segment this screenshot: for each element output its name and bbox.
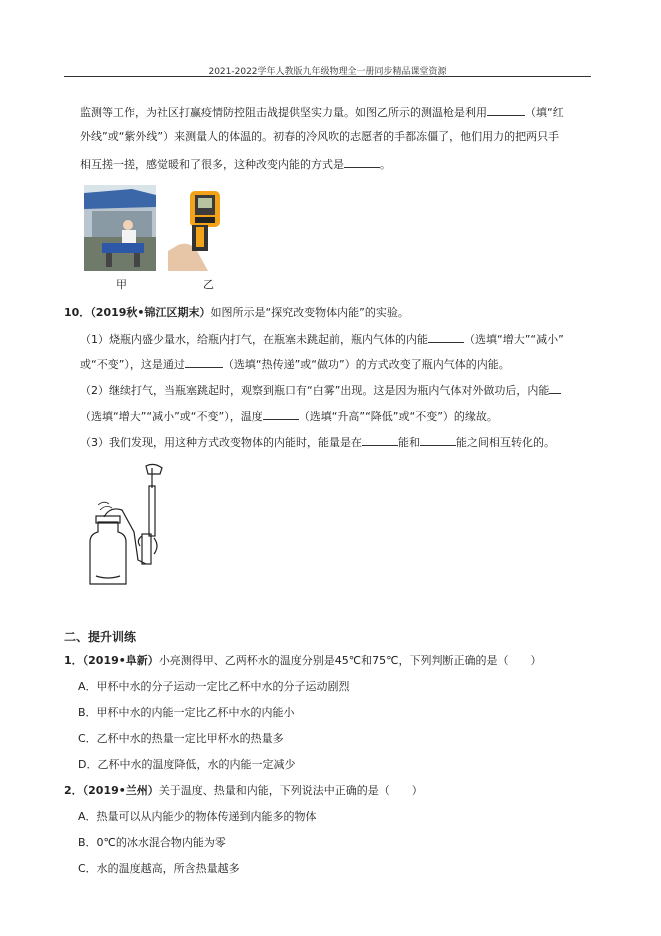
q10-p1-text-b: （选填“增大”“减小” bbox=[464, 333, 564, 346]
answer-blank bbox=[420, 435, 456, 446]
q9-line-1 bbox=[80, 105, 564, 120]
s1-stem bbox=[64, 654, 542, 668]
figure-label-yi: 乙 bbox=[203, 278, 214, 291]
s2-option-c: C．水的温度越高，所含热量越多 bbox=[78, 862, 240, 875]
answer-blank bbox=[428, 332, 464, 343]
q10-p2-line-1 bbox=[80, 383, 561, 398]
q10-p1-text-d: （选填“热传递”或“做功”）的方式改变了瓶内气体的内能。 bbox=[222, 358, 510, 371]
q10-p2-text-b: （选填“增大”“减小”或“不变”），温度 bbox=[80, 410, 263, 423]
photo-volunteer-checkpoint bbox=[84, 185, 156, 271]
bottle-pump-diagram bbox=[76, 460, 186, 590]
q10-source: （2019秋•锦江区期末） bbox=[90, 306, 211, 319]
q10-p3-text-b: 能和 bbox=[398, 436, 420, 449]
q10-p3-text: （3）我们发现，用这种方式改变物体的内能时，能量是在 bbox=[80, 436, 362, 449]
s2-option-a: A．热量可以从内能少的物体传递到内能多的物体 bbox=[78, 810, 317, 823]
q9-line-2: 外线”或“紫外线”）来测量人的体温的。初春的冷风吹的志愿者的手都冻僵了，他们用力的把两只手 bbox=[80, 130, 560, 143]
q10-p2-text-c: （选填“升高”“降低”或“不变”）的缘故。 bbox=[298, 410, 498, 423]
photo-thermometer-gun bbox=[168, 185, 234, 271]
q10-stem-text: 如图所示是“探究改变物体内能”的实验。 bbox=[210, 306, 409, 319]
q9-line-3-end: 。 bbox=[380, 158, 391, 171]
q9-line-3-text: 相互搓一搓，感觉暖和了很多，这种改变内能的方式是 bbox=[80, 158, 344, 171]
s1-source: （2019•阜新） bbox=[82, 654, 159, 667]
s1-option-c: C．乙杯中水的热量一定比甲杯水的热量多 bbox=[78, 732, 284, 745]
answer-blank bbox=[362, 435, 398, 446]
q10-p1-line-2 bbox=[80, 357, 510, 372]
answer-blank bbox=[487, 105, 525, 116]
s2-source: （2019•兰州） bbox=[82, 784, 159, 797]
q10-p1-text-c: 或“不变”），这是通过 bbox=[80, 358, 185, 371]
q10-p1-line-1 bbox=[80, 332, 564, 347]
q10-p3-line bbox=[80, 435, 555, 450]
header-divider bbox=[64, 76, 591, 77]
s2-stem-text: 关于温度、热量和内能，下列说法中正确的是（ ） bbox=[158, 784, 423, 797]
answer-blank bbox=[263, 409, 299, 420]
answer-blank bbox=[549, 383, 561, 394]
q9-line-1-text: 监测等工作，为社区打赢疫情防控阻击战提供坚实力量。如图乙所示的测温枪是利用 bbox=[80, 106, 487, 119]
figure-label-jia: 甲 bbox=[116, 278, 127, 291]
s2-option-b: B．0℃的冰水混合物内能为零 bbox=[78, 836, 226, 849]
q10-p3-text-c: 能之间相互转化的。 bbox=[456, 436, 555, 449]
s1-option-a: A．甲杯中水的分子运动一定比乙杯中水的分子运动剧烈 bbox=[78, 680, 350, 693]
s1-stem-text: 小亮测得甲、乙两杯水的温度分别是45℃和75℃，下列判断正确的是（ ） bbox=[158, 654, 542, 667]
page-header: 2021-2022学年人教版九年级物理全一册同步精品课堂资源 bbox=[208, 67, 447, 77]
q10-p1-text: （1）烧瓶内盛少量水，给瓶内打气，在瓶塞未跳起前，瓶内气体的内能 bbox=[80, 333, 428, 346]
q9-line-1-text-b: （填“红 bbox=[525, 106, 564, 119]
answer-blank bbox=[185, 357, 223, 368]
q10-stem bbox=[64, 306, 409, 320]
q9-line-3 bbox=[80, 157, 391, 172]
s1-option-b: B．甲杯中水的内能一定比乙杯中水的内能小 bbox=[78, 706, 295, 719]
section-title: 二、提升训练 bbox=[64, 630, 137, 644]
s1-option-d: D．乙杯中水的温度降低，水的内能一定减少 bbox=[78, 758, 296, 771]
s2-stem bbox=[64, 784, 423, 798]
q10-p2-text: （2）继续打气，当瓶塞跳起时，观察到瓶口有“白雾”出现。这是因为瓶内气体对外做功后，内能 bbox=[80, 384, 550, 397]
s2-number: 2． bbox=[64, 784, 83, 797]
q10-number: 10． bbox=[64, 306, 91, 319]
answer-blank bbox=[344, 157, 380, 168]
q10-p2-line-2 bbox=[80, 409, 498, 424]
s1-number: 1． bbox=[64, 654, 83, 667]
